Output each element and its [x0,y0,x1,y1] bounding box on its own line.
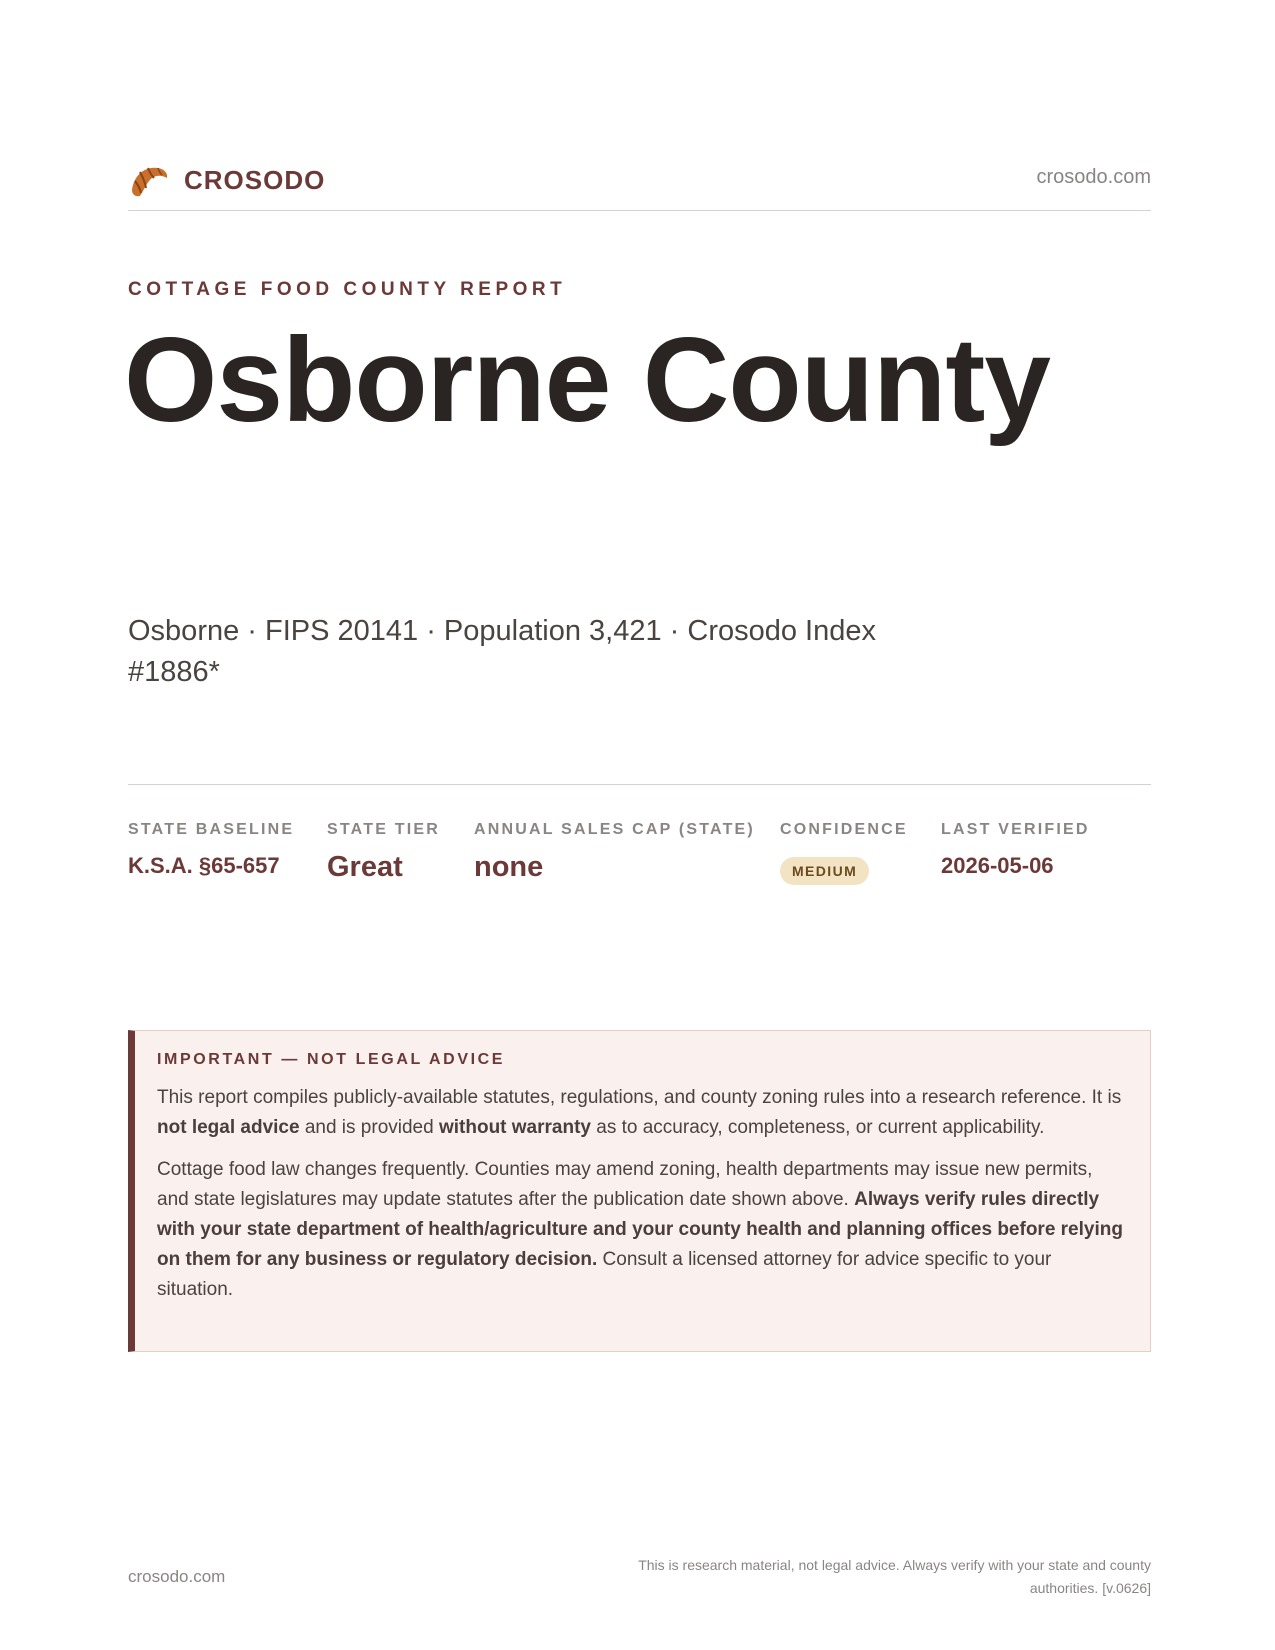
stats-row [128,784,1151,883]
brand-name: CROSODO [184,164,326,195]
legal-notice [128,1030,1151,1352]
stat-value: none [474,851,544,883]
notice-text: This report compiles publicly-available statutes, regulations, and county zoning rules into a research reference. It is [157,1087,1122,1108]
stat-annual-sales-cap [474,821,755,884]
footer-disclaimer: This is research material, not legal advice. Always verify with your state and county authorities. [v.0626] [638,1557,1151,1596]
notice-title: IMPORTANT — NOT LEGAL ADVICE [157,1051,506,1068]
report-page [124,0,1151,1650]
stat-confidence [780,821,908,885]
confidence-badge: MEDIUM [780,857,869,885]
croissant-icon [128,160,170,200]
notice-emphasis: not legal advice [157,1117,300,1138]
stat-label: CONFIDENCE [780,821,908,838]
stat-value: 2026-05-06 [941,853,1054,878]
notice-emphasis: without warranty [438,1117,591,1138]
notice-text: Cottage food law changes frequently. Counties may amend zoning, health departments may issue new permits, and state legislatures may update statutes after the publication date shown above. [157,1159,1093,1210]
page-title: Osborne County [124,313,1051,447]
notice-emphasis: Always verify rules directly with your state department of health/agriculture and your county health and planning offices before relying on them for any business or regulatory decision. [157,1189,1123,1270]
stat-label: STATE TIER [327,821,440,838]
stat-last-verified [941,821,1090,879]
notice-text: Consult a licensed attorney for advice specific to your situation. [157,1249,1052,1300]
page-header [128,160,1151,211]
notice-paragraph-2 [157,1155,1128,1305]
notice-paragraph-1 [157,1083,1128,1143]
brand [128,160,325,200]
page-subtitle: Osborne · FIPS 20141 · Population 3,421 · Crosodo Index #1886* [128,615,876,688]
stat-value: Great [327,851,403,883]
stat-label: STATE BASELINE [128,821,295,838]
stat-state-baseline [128,821,294,879]
stat-label: ANNUAL SALES CAP (STATE) [474,821,755,838]
notice-text: as to accuracy, completeness, or current applicability. [590,1117,1045,1138]
stat-value: K.S.A. §65-657 [128,853,280,878]
notice-text: and is provided [299,1117,439,1138]
report-eyebrow: COTTAGE FOOD COUNTY REPORT [128,279,567,300]
site-link[interactable]: crosodo.com [1036,166,1151,188]
stat-state-tier [327,821,440,884]
footer-site-link[interactable]: crosodo.com [128,1567,226,1586]
stat-label: LAST VERIFIED [941,821,1090,838]
